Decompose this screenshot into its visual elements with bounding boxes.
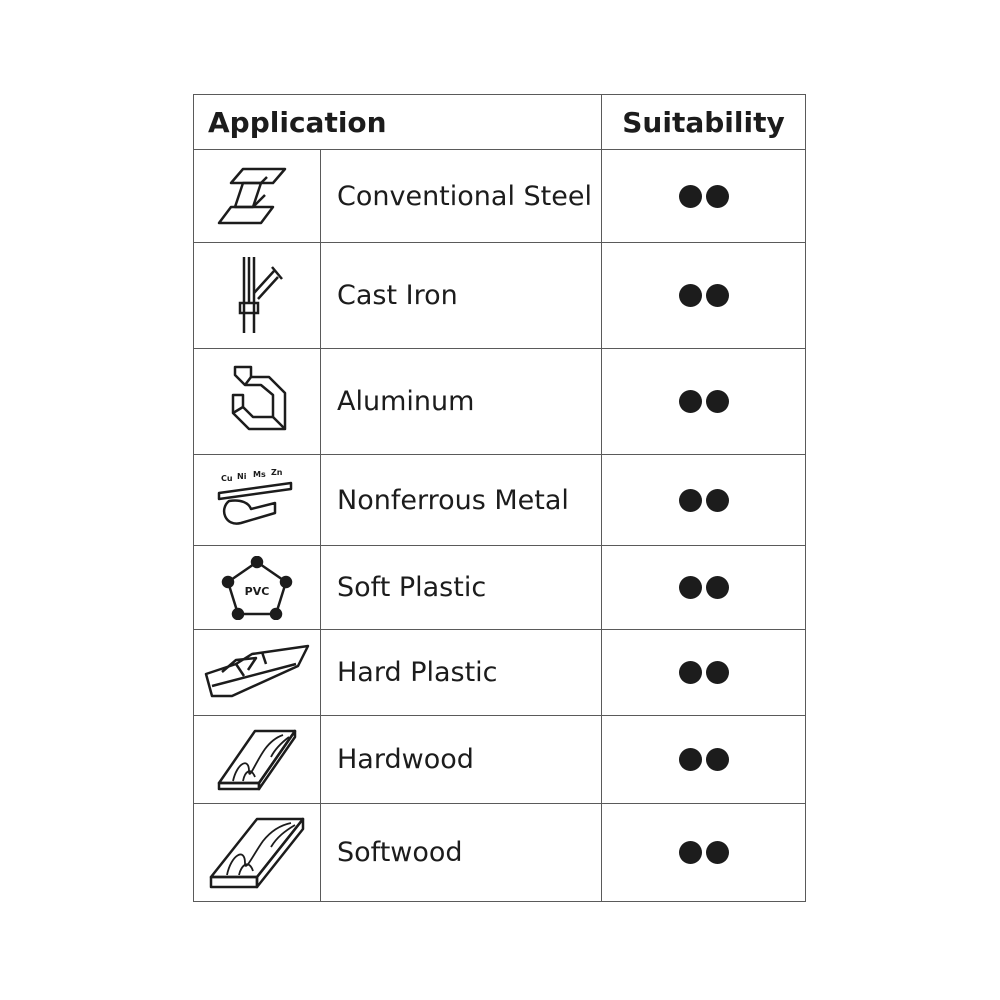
suitability-rating — [602, 243, 805, 348]
row-label: Hardwood — [321, 716, 602, 803]
header-application: Application — [194, 95, 602, 149]
cast-iron-pipe-icon — [194, 243, 321, 348]
nonferrous-metal-icon — [194, 455, 321, 545]
row-label: Aluminum — [321, 349, 602, 454]
suitability-rating — [602, 150, 805, 242]
suitability-rating — [602, 455, 805, 545]
rating-dot — [706, 489, 729, 512]
icon-text-ms: Ms — [253, 470, 266, 479]
rating-dot — [706, 576, 729, 599]
boat-icon — [194, 630, 321, 715]
table-row — [194, 545, 805, 629]
header-suitability: Suitability — [622, 105, 785, 139]
icon-text-zn: Zn — [271, 468, 283, 477]
row-label: Soft Plastic — [321, 546, 602, 629]
steel-beam-icon — [194, 150, 321, 242]
table-row — [194, 803, 805, 901]
rating-dot — [679, 748, 702, 771]
rating-dot — [706, 185, 729, 208]
rating-dot — [679, 576, 702, 599]
rating-dot — [706, 841, 729, 864]
table-row — [194, 629, 805, 715]
suitability-table — [193, 94, 806, 902]
rating-dot — [679, 284, 702, 307]
rating-dot — [706, 661, 729, 684]
suitability-rating — [602, 349, 805, 454]
pvc-icon — [194, 546, 321, 629]
hardwood-board-icon — [194, 716, 321, 803]
table-row — [194, 715, 805, 803]
table-row — [194, 149, 805, 242]
rating-dot — [679, 185, 702, 208]
row-label: Cast Iron — [321, 243, 602, 348]
suitability-rating — [602, 546, 805, 629]
row-label: Conventional Steel — [321, 150, 602, 242]
table-row — [194, 242, 805, 348]
rating-dot — [706, 284, 729, 307]
table-row — [194, 454, 805, 545]
suitability-rating — [602, 804, 805, 901]
table-row — [194, 348, 805, 454]
row-label: Hard Plastic — [321, 630, 602, 715]
row-label: Nonferrous Metal — [321, 455, 602, 545]
row-label: Softwood — [321, 804, 602, 901]
rating-dot — [679, 661, 702, 684]
header-row — [194, 95, 805, 149]
softwood-board-icon — [194, 804, 321, 901]
rating-dot — [679, 489, 702, 512]
rating-dot — [679, 390, 702, 413]
rating-dot — [679, 841, 702, 864]
rating-dot — [706, 748, 729, 771]
icon-text-ni: Ni — [237, 472, 247, 481]
icon-text-pvc: PVC — [244, 584, 270, 598]
aluminum-channel-icon — [194, 349, 321, 454]
suitability-rating — [602, 716, 805, 803]
icon-text-cu: Cu — [221, 474, 233, 483]
rating-dot — [706, 390, 729, 413]
suitability-rating — [602, 630, 805, 715]
